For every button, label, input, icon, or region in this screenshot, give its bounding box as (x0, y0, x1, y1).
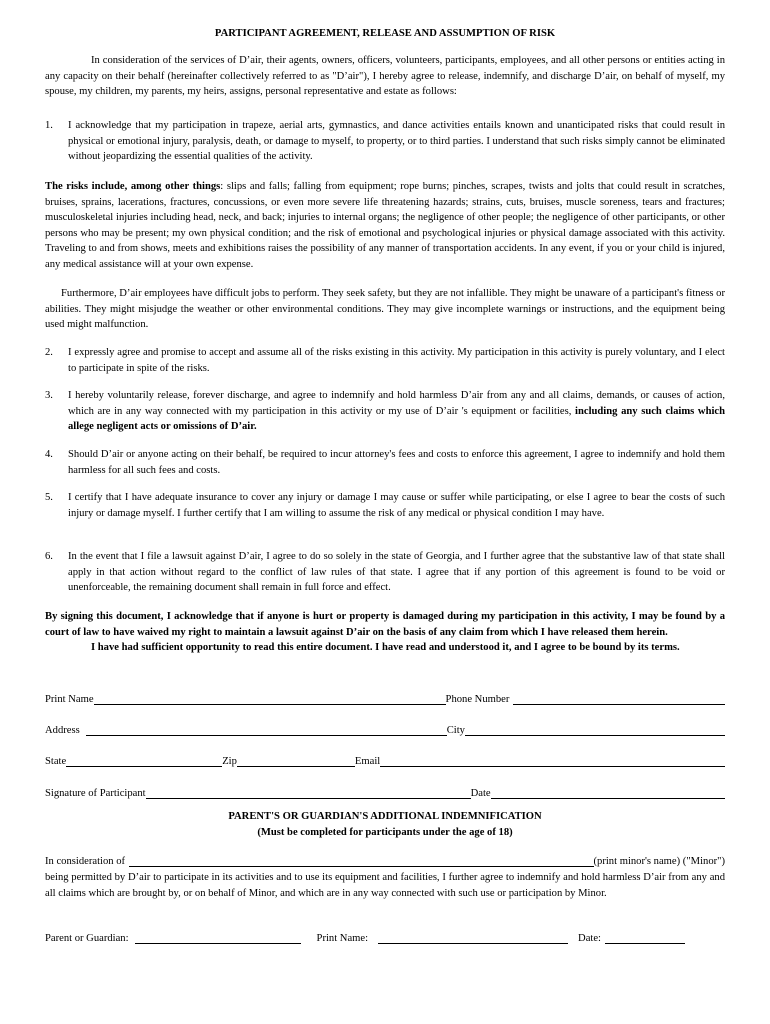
guardian-label: Parent or Guardian: (45, 933, 129, 945)
signature-field[interactable] (146, 786, 471, 799)
risks-lead: The risks include, among other things (45, 181, 221, 192)
clause-text: In the event that I file a lawsuit against D’air, I agree to do so solely in the state of Georgia, and I further agree that the substantive law of that state shall apply in that action without regard to the conflict of law rules of that state. I agree that if any portion of this agreement is found to be void or unenforceable, the remaining document shall remain in full force and effect. (68, 551, 725, 594)
guardian-date-field[interactable] (605, 931, 685, 944)
zip-label: Zip (222, 756, 237, 768)
email-field[interactable] (380, 754, 725, 767)
clause-number: 3. (45, 390, 53, 401)
clause-number: 4. (45, 449, 53, 460)
clause-text: Should D’air or anyone acting on their behalf, be required to incur attorney's fees and costs to enforce this agreement, I agree to indemnify and hold them harmless for all such fees and costs. (68, 449, 725, 476)
phone-number-label: Phone Number (445, 694, 510, 706)
address-field[interactable] (86, 723, 447, 736)
guardian-row (45, 931, 725, 947)
clause-number: 5. (45, 492, 53, 503)
guardian-date-label: Date: (578, 933, 601, 945)
city-field[interactable] (465, 723, 725, 736)
guardian-print-name-label: Print Name: (316, 933, 369, 945)
furthermore-paragraph: Furthermore, D’air employees have difficult jobs to perform. They seek safety, but they are not infallible. They might be unaware of a participant's fitness or abilities. They might misjudge the weather or other environmental conditions. They may give incomplete warnings or instructions, and the equipment being used might malfunction. (45, 288, 725, 331)
date-label: Date (470, 788, 491, 800)
state-zip-email-row (45, 754, 725, 770)
state-field[interactable] (66, 754, 222, 767)
acknowledgement-text: By signing this document, I acknowledge that if anyone is hurt or property is damaged during my participation in this activity, I may be found by a court of law to have waived my right to maintain a lawsuit against D’air on the basis of any claim from which I have released them herein. (45, 611, 725, 638)
clause-text: I expressly agree and promise to accept and assume all of the risks existing in this activity. My participation in this activity is purely voluntary, and I elect to participate in spite of the risks. (68, 347, 725, 374)
print-name-row (45, 692, 725, 708)
acknowledgement-paragraph (45, 609, 725, 656)
parent-lead-text: In consideration of (45, 856, 126, 868)
clause-number: 2. (45, 347, 53, 358)
clause-text: I certify that I have adequate insurance to cover any injury or damage I may cause or suffer while participating, or else I agree to bear the costs of such injury or damage myself. I further certify that I am willing to assume the risk of any medical or physical condition I may have. (68, 492, 725, 519)
form-title: PARTICIPANT AGREEMENT, RELEASE AND ASSUMPTION OF RISK (214, 28, 556, 39)
address-label: Address (45, 725, 80, 737)
risks-text: : slips and falls; falling from equipment; rope burns; pinches, scrapes, twists and jolts that could result in scratches, bruises, sprains, lacerations, fractures, concussions, or even more severe life threatening hazards; strains, cuts, bruises, muscle soreness, tears and fractures; musculoskeletal injuries including head, neck, and back; injuries to internal organs; the negligence of other people; the negligence of other participants, or other persons who may be present; my own physical condition; and the risk of emotional and psychological injuries or physical damage associated with this activity. Traveling to and from shows, meets and exhibitions raises the possibility of any manner of transportation accidents. In any event, if you or your child is injured, any medical assistance will at your own expense. (45, 181, 725, 270)
guardian-print-name-field[interactable] (378, 931, 568, 944)
print-name-label: Print Name (45, 694, 94, 706)
guardian-field[interactable] (135, 931, 301, 944)
signature-label: Signature of Participant (45, 788, 146, 800)
address-row (45, 723, 725, 739)
read-understood-text: I have had sufficient opportunity to read this entire document. I have read and understood it, and I agree to be bound by its terms. (91, 642, 680, 654)
clause-6 (45, 549, 725, 596)
clause-2 (45, 345, 725, 376)
clause-1 (45, 118, 725, 165)
minor-name-label: (print minor's name) ("Minor") (593, 856, 725, 868)
phone-number-field[interactable] (513, 692, 725, 705)
clause-3 (45, 388, 725, 435)
clause-number: 6. (45, 551, 53, 562)
date-field[interactable] (491, 786, 725, 799)
risks-paragraph (45, 179, 725, 273)
intro-paragraph: In consideration of the services of D’air, their agents, owners, officers, volunteers, participants, employees, and all other persons or entities acting in any capacity on their behalf (hereinafter collectively referred to as "D’air"), I hereby agree to release, indemnify, and discharge D’air, on behalf of myself, my spouse, my children, my parents, my heirs, assigns, personal representative and estate as follows: (45, 55, 725, 98)
print-name-field[interactable] (94, 692, 446, 705)
state-label: State (45, 756, 67, 768)
clause-4 (45, 447, 725, 478)
clause-3-bold: including any such claims which allege negligent acts or omissions of D’air. (68, 405, 726, 433)
signature-row (45, 786, 725, 802)
parent-section-title: PARENT'S OR GUARDIAN'S ADDITIONAL INDEMNIFICATION (228, 811, 542, 822)
minor-name-row (45, 854, 725, 870)
parent-section-subtitle: (Must be completed for participants under the age of 18) (257, 827, 513, 838)
clause-5 (45, 490, 725, 521)
parent-indemnification-text: being permitted by D’air to participate in its activities and to use its equipment and facilities, I further agree to indemnify and hold harmless D’air from any and all claims which are brought by, or on behalf of Minor, and which are in any way connected with such use or participation by Minor. (45, 872, 725, 899)
clause-text: I acknowledge that my participation in trapeze, aerial arts, gymnastics, and dance activities entails known and unanticipated risks that could result in physical or emotional injury, paralysis, death, or damage to myself, to property, or to third parties. I understand that such risks simply cannot be eliminated without jeopardizing the essential qualities of the activity. (68, 120, 725, 163)
email-label: Email (354, 756, 381, 768)
clause-text (68, 388, 725, 435)
minor-name-field[interactable] (129, 854, 593, 867)
clause-number: 1. (45, 120, 53, 131)
zip-field[interactable] (237, 754, 355, 767)
clause-3-text: I hereby voluntarily release, forever discharge, and agree to indemnify and hold harmless D’air from any and all claims, demands, or causes of action, which are in any way connected with my participation in this activity or my use of D’air 's equipment or facilities, (68, 390, 725, 417)
city-label: City (446, 725, 465, 737)
